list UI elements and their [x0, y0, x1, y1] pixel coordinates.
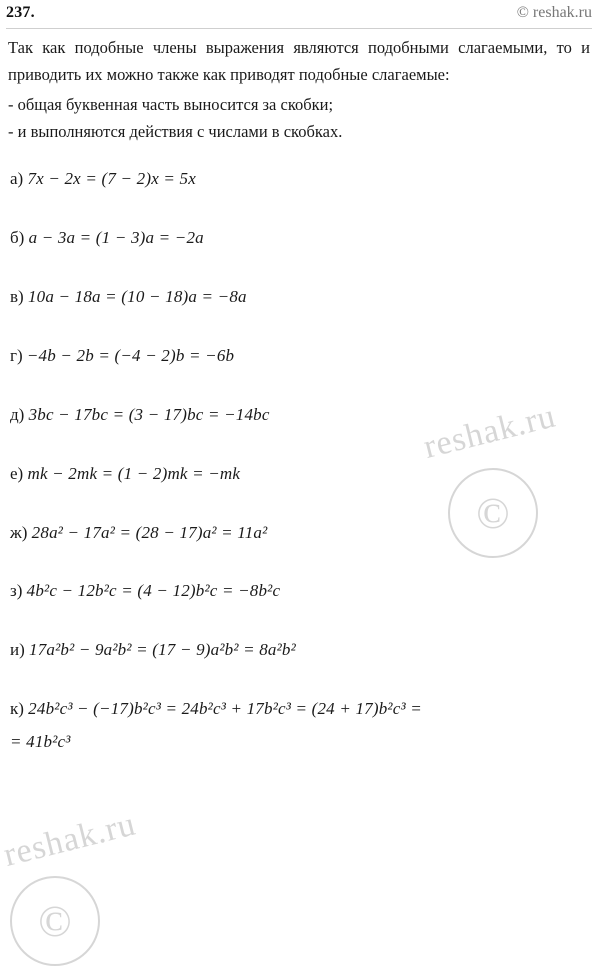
intro-block [8, 35, 590, 146]
item-label: г) [10, 345, 23, 365]
watermark-text-label: reshak.ru [0, 805, 140, 874]
solution-item [10, 286, 592, 309]
solution-list [6, 168, 592, 754]
item-expression: 24b²c³ − (−17)b²c³ = 24b²c³ + 17b²c³ = (24 + 17)b²c³ = [28, 699, 422, 719]
item-label: и) [10, 640, 25, 660]
solution-item [10, 345, 592, 368]
watermark-text [0, 805, 140, 876]
item-expression: 10a − 18a = (10 − 18)a = −8a [27, 286, 247, 306]
intro-bullet-1: - общая буквенная часть выносится за скобки; [8, 95, 334, 115]
solution-item [10, 522, 592, 545]
solution-item [10, 168, 592, 191]
watermark-text-label: reshak.ru [420, 397, 560, 466]
item-expression-continued: = 41b²c³ [10, 732, 71, 752]
copyright-icon: © [10, 876, 100, 966]
item-expression: 28a² − 17a² = (28 − 17)a² = 11a² [31, 522, 268, 542]
item-label: ж) [10, 522, 28, 542]
item-expression: 3bc − 17bc = (3 − 17)bc = −14bc [28, 404, 270, 424]
solution-item [10, 227, 592, 250]
task-number: 237. [6, 4, 35, 21]
item-expression: 17a²b² − 9a²b² = (17 − 9)a²b² = 8a²b² [29, 640, 296, 660]
watermark-copyright [10, 876, 100, 966]
item-label: в) [10, 286, 24, 306]
intro-bullet-2: - и выполняются действия с числами в скобках. [8, 122, 343, 142]
item-label: к) [10, 699, 24, 719]
solution-item [10, 698, 592, 754]
item-expression: 7x − 2x = (7 − 2)x = 5x [27, 168, 196, 188]
solution-item [10, 580, 592, 603]
item-label: е) [10, 463, 24, 483]
copyright-icon: © [448, 468, 538, 558]
item-expression: −4b − 2b = (−4 − 2)b = −6b [26, 345, 235, 365]
item-label: а) [10, 168, 24, 188]
item-label: д) [10, 404, 25, 424]
solution-item [10, 404, 592, 427]
intro-paragraph: Так как подобные члены выражения являются подобными слагаемыми, то и приводить их можно также как приводят подобные слагаемые: [8, 38, 590, 84]
item-label: б) [10, 227, 25, 247]
header-divider [6, 28, 592, 29]
solution-item [10, 463, 592, 486]
item-expression: 4b²c − 12b²c = (4 − 12)b²c = −8b²c [26, 581, 281, 601]
item-label: з) [10, 581, 23, 601]
item-expression: a − 3a = (1 − 3)a = −2a [28, 227, 204, 247]
item-expression: mk − 2mk = (1 − 2)mk = −mk [27, 463, 241, 483]
site-credit: © reshak.ru [516, 4, 592, 21]
solution-item [10, 639, 592, 662]
page-header [6, 4, 592, 26]
intro-bullets [8, 92, 590, 145]
